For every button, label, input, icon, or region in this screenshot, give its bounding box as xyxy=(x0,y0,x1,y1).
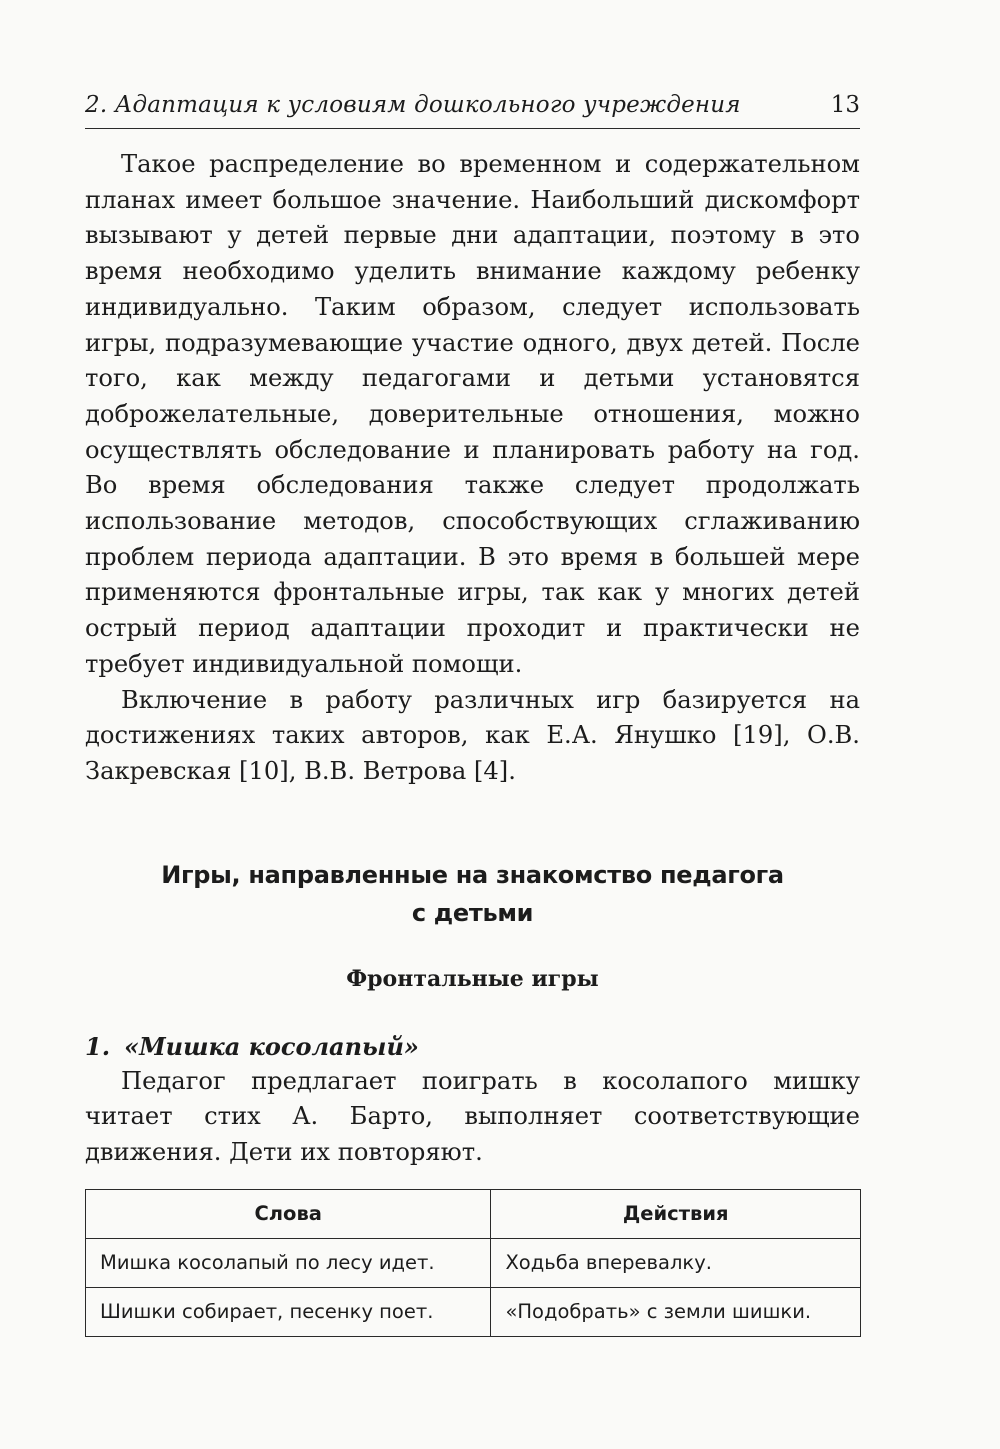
column-header-actions: Действия xyxy=(491,1189,861,1238)
game-name: «Мишка косолапый» xyxy=(124,1031,419,1061)
table-cell-words: Шишки собирает, песенку поет. xyxy=(86,1287,491,1336)
game-number: 1. xyxy=(85,1031,111,1061)
section-title-line-1: Игры, направленные на знакомство педагога xyxy=(161,860,784,889)
table-cell-words: Мишка косолапый по лесу идет. xyxy=(86,1238,491,1287)
game-description: Педагог предлагает поиграть в косолапого мишку читает стих А. Барто, выполняет соответствующие движения. Дети их повторяют. xyxy=(85,1066,860,1167)
table-cell-action: Ходьба вперевалку. xyxy=(491,1238,861,1287)
book-page xyxy=(85,92,860,1337)
game-title xyxy=(85,1030,860,1064)
section-title-line-2: с детьми xyxy=(411,898,534,927)
table-cell-action: «Подобрать» с земли шишки. xyxy=(491,1287,861,1336)
paragraph-1: Такое распределение во временном и содержательном планах имеет большое значение. Наибольший дискомфорт вызывают у детей первые дни адаптации, поэтому в это время необходимо уделить внимание каждому ребенку индивидуально. Таким образом, следует использовать игры, подразумевающие участие одного, двух детей. После того, как между педагогами и детьми установятся доброжелательные, доверительные отношения, можно осуществлять обследование и планировать работу на год. Во время обследования также следует продолжать использование методов, способствующих сглаживанию проблем периода адаптации. В это время в большей мере применяются фронтальные игры, так как у многих детей острый период адаптации проходит и практически не требует индивидуальной помощи. xyxy=(85,150,860,678)
subsection-title: Фронтальные игры xyxy=(346,965,599,992)
section-title xyxy=(85,856,860,932)
page-number: 13 xyxy=(830,92,860,118)
table-header-row xyxy=(86,1189,861,1238)
running-header xyxy=(85,92,860,129)
paragraph-2: Включение в работу различных игр базируется на достижениях таких авторов, как Е.А. Янушко [19], О.В. Закревская [10], В.В. Ветрова [4]. xyxy=(85,685,860,785)
table-row xyxy=(86,1287,861,1336)
chapter-title: 2. Адаптация к условиям дошкольного учреждения xyxy=(85,92,741,118)
column-header-words: Слова xyxy=(86,1189,491,1238)
words-actions-table xyxy=(85,1189,861,1337)
table-row xyxy=(86,1238,861,1287)
